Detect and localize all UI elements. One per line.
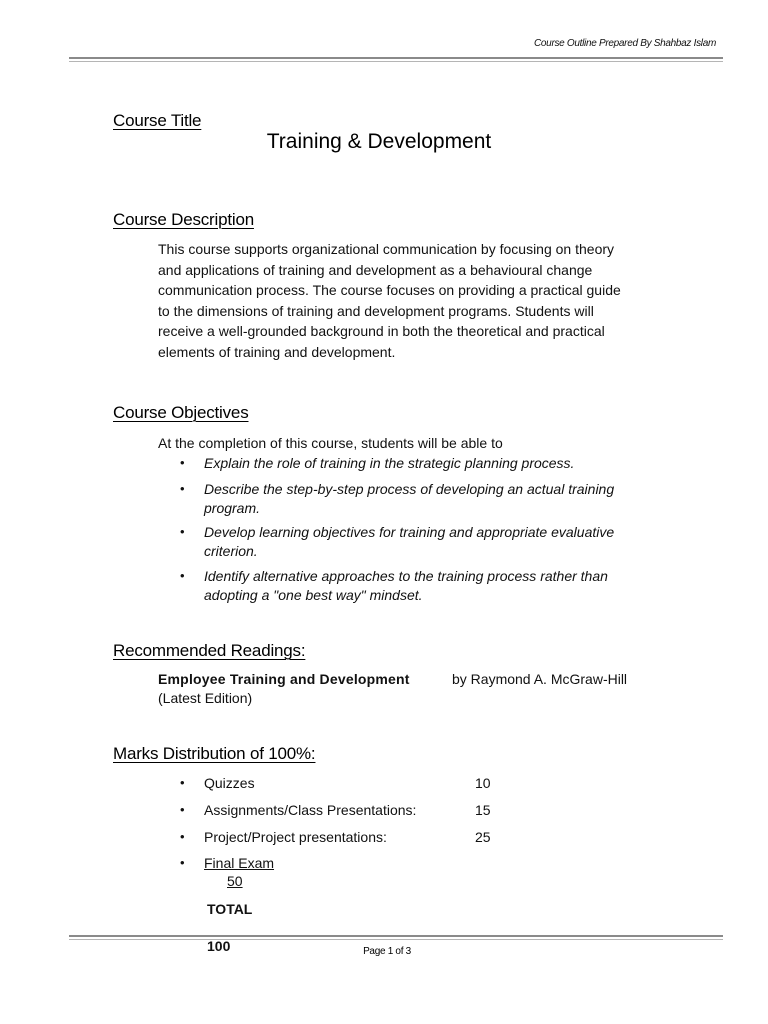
bullet-icon: • — [180, 802, 185, 817]
mark-label: Project/Project presentations: — [204, 829, 387, 845]
mark-value: 15 — [475, 802, 491, 818]
bullet-icon: • — [180, 855, 185, 870]
description-line: and applications of training and development as a behavioural change — [158, 261, 593, 278]
course-title-heading: Course Title — [113, 111, 202, 130]
course-title: Training & Development — [266, 130, 492, 153]
bullet-icon: • — [180, 568, 185, 583]
description-line: elements of training and development. — [158, 343, 396, 360]
mark-value: 10 — [475, 775, 491, 791]
bullet-icon: • — [180, 524, 185, 539]
header-note: Course Outline Prepared By Shahbaz Islam — [534, 38, 716, 49]
marks-heading: Marks Distribution of 100%: — [113, 744, 316, 763]
objective-item — [204, 567, 674, 604]
footer-rule — [69, 935, 723, 937]
description-line: communication process. The course focuses on providing a practical guide — [158, 282, 621, 299]
description-line: receive a well-grounded background in both the theoretical and practical — [158, 323, 605, 340]
mark-label: Assignments/Class Presentations: — [204, 802, 417, 818]
course-description-heading: Course Description — [113, 210, 254, 229]
bullet-icon: • — [180, 829, 185, 844]
footer-rule-thin — [69, 939, 723, 940]
objective-item — [204, 480, 674, 517]
bullet-icon: • — [180, 775, 185, 790]
objective-line: Develop learning objectives for training and appropriate evaluative — [204, 524, 615, 540]
bullet-icon: • — [180, 455, 185, 470]
objective-line: Describe the step-by-step process of developing an actual training — [204, 481, 615, 497]
reading-author: by Raymond A. McGraw-Hill — [452, 671, 628, 687]
objective-item — [204, 454, 674, 473]
header-rule-thin — [69, 61, 723, 62]
objective-line: program. — [204, 499, 261, 516]
header-rule — [69, 57, 723, 59]
objective-line: Identify alternative approaches to the training process rather than — [204, 568, 608, 584]
page-number: Page 1 of 3 — [363, 946, 411, 957]
total-label: TOTAL — [207, 901, 253, 917]
bullet-icon: • — [180, 481, 185, 496]
mark-value: 25 — [475, 829, 491, 845]
readings-heading: Recommended Readings: — [113, 641, 306, 660]
mark-label: Quizzes — [204, 775, 255, 791]
description-line: This course supports organizational communication by focusing on theory — [158, 241, 615, 257]
reading-edition: (Latest Edition) — [158, 690, 253, 706]
objective-item — [204, 523, 674, 560]
course-description-text — [158, 239, 656, 363]
objective-line: criterion. — [204, 542, 258, 559]
course-objectives-heading: Course Objectives — [113, 403, 249, 422]
objectives-intro: At the completion of this course, students will be able to — [158, 435, 503, 451]
description-line: to the dimensions of training and development programs. Students will — [158, 302, 594, 319]
objective-line: adopting a "one best way" mindset. — [204, 586, 423, 603]
mark-value: 50 — [227, 873, 243, 889]
objective-line: Explain the role of training in the strategic planning process. — [204, 455, 575, 471]
total-value: 100 — [207, 938, 231, 954]
reading-book-title: Employee Training and Development — [158, 671, 410, 687]
mark-label: Final Exam — [204, 855, 275, 871]
